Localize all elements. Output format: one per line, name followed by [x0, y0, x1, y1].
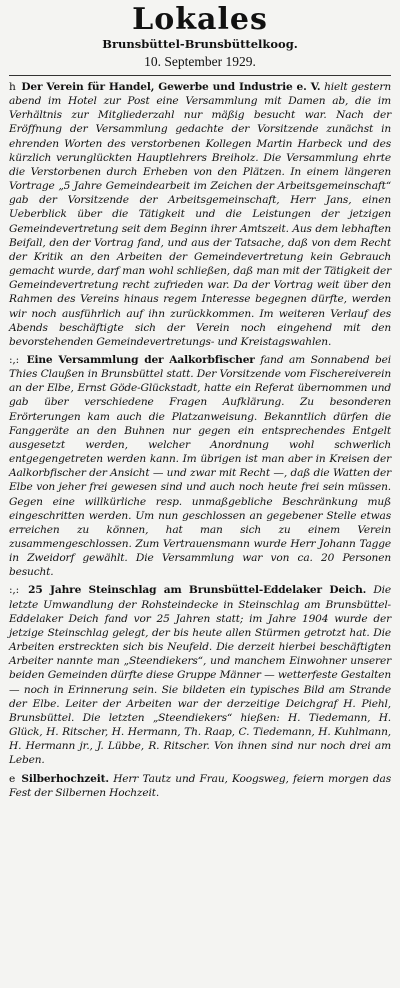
article-marker: e: [9, 772, 16, 785]
section-subtitle: Brunsbüttel-Brunsbüttelkoog.: [102, 37, 298, 51]
article-heading: Silberhochzeit.: [21, 772, 109, 785]
article-heading: Eine Versammlung der Aalkorbfischer: [26, 353, 255, 366]
article-body: Die letzte Umwandlung der Rohsteindecke in Steinschlag am Brunsbüttel-Eddelaker Deich fand vor 25 Jahren statt; im Jahre 1904 wurde der jetzige Steinschlag gelegt, der bis heute allen Stürmen getrotzt hat. Die Arbeiten erstreckten sich bis Neufeld. Die derzeit hierbei beschäftigten Arbeiter nannte man „Steendiekers“, und manchem Einwohner unserer beiden Gemeinden dürfte diese Gruppe Männer — wetterfeste Gestalten — noch in Erinnerung sein. Sie bildeten ein typisches Bild am Strande der Elbe. Leiter der Arbeiten war der derzeitige Deichgraf H. Piehl, Brunsbüttel. Die letzten „Steendiekers“ hießen: H. Tiedemann, H. Glück, H. Ritscher, H. Hermann, Th. Raap, C. Tiedemann, H. Kuhlmann, H. Hermann jr., J. Lübbe, R. Ritscher. Von ihnen sind nur noch drei am Leben.: [9, 584, 392, 767]
article-marker: h: [9, 81, 16, 93]
article-heading: 25 Jahre Steinschlag am Brunsbüttel-Eddelaker Deich.: [28, 584, 367, 597]
section-title: Lokales: [132, 2, 268, 37]
article-aalkorbfischer: [9, 353, 391, 580]
article-verein-handel: [9, 80, 391, 349]
article-marker: :,:: [9, 584, 20, 597]
article-marker: :,:: [9, 353, 20, 366]
article-steinschlag: [9, 583, 391, 767]
article-silberhochzeit: [9, 772, 391, 800]
article-heading: Der Verein für Handel, Gewerbe und Industrie e. V.: [21, 81, 321, 93]
article-body: Herr Tautz und Frau, Koogsweg, feiern morgen das Fest der Silbernen Hochzeit.: [9, 772, 392, 799]
article-body: hielt gestern abend im Hotel zur Post eine Versammlung mit Damen ab, die im Verhältnis zur Mitgliederzahl nur mäßig besucht war. Nach der Eröffnung der Versammlung gedachte der Vorsitzende zunächst in ehrenden Worten des verstorbenen Kollegen Martin Harbeck und des kürzlich verunglückten Hauptlehrers Breiholz. Die Versammlung ehrte die Verstorbenen durch Erheben von den Plätzen. In einem längeren Vortrage „5 Jahre Gemeindearbeit im Zeichen der Arbeitsgemeinschaft“ gab der Vorsitzende der Arbeitsgemeinschaft, Herr Jans, einen Ueberblick über die Tätigkeit und die Leistungen der jetzigen Gemeindevertretung seit dem Beginn ihrer Amtszeit. Aus dem lebhaften Beifall, den der Vortrag fand, und aus der Tatsache, daß von dem Recht der Kritik an den Arbeiten der Gemeindevertretung kein Gebrauch gemacht wurde, darf man wohl schließen, daß man mit der Tätigkeit der Gemeindevertretung recht zufrieden war. Da der Vortrag weit über den Rahmen des Vereins hinaus regem Interesse begegnen dürfte, werden wir noch ausführlich auf ihn zurückkommen. Im weiteren Verlauf des Abends beschäftigte sich der Verein noch eingehend mit den bevorstehenden Gemeindevertretungs- und Kreistagswahlen.: [9, 81, 392, 348]
masthead: [9, 4, 391, 70]
divider: [9, 75, 391, 76]
article-body: fand am Sonnabend bei Thies Claußen in Brunsbüttel statt. Der Vorsitzende vom Fischereiverein an der Elbe, Ernst Göde-Glückstadt, hatte ein Referat übernommen und gab über verschiedene Fragen Aufklärung. Zu besonderen Erörterungen kam auch die Platzanweisung. Bekanntlich dürfen die Fanggeräte an den Buhnen nur gegen ein entsprechendes Entgelt ausgesetzt werden, welcher Anordnung wohl schwerlich entgegengetreten werden kann. Im übrigen ist man aber in Kreisen der Aalkorbfischer der Ansicht — und zwar mit Recht —, daß die Watten der Elbe von jeher frei gewesen sind und auch noch heute frei sein müssen. Gegen eine willkürliche resp. unmaßgebliche Beschränkung muß eingeschritten werden. Um nun geschlossen an gegebener Stelle etwas erreichen zu können, hat man sich zu einem Verein zusammengeschlossen. Zum Vertrauensmann wurde Herr Johann Tagge in Zweidorf gewählt. Die Versammlung war von ca. 20 Personen besucht.: [9, 353, 391, 579]
issue-date: 10. September 1929.: [144, 54, 256, 69]
